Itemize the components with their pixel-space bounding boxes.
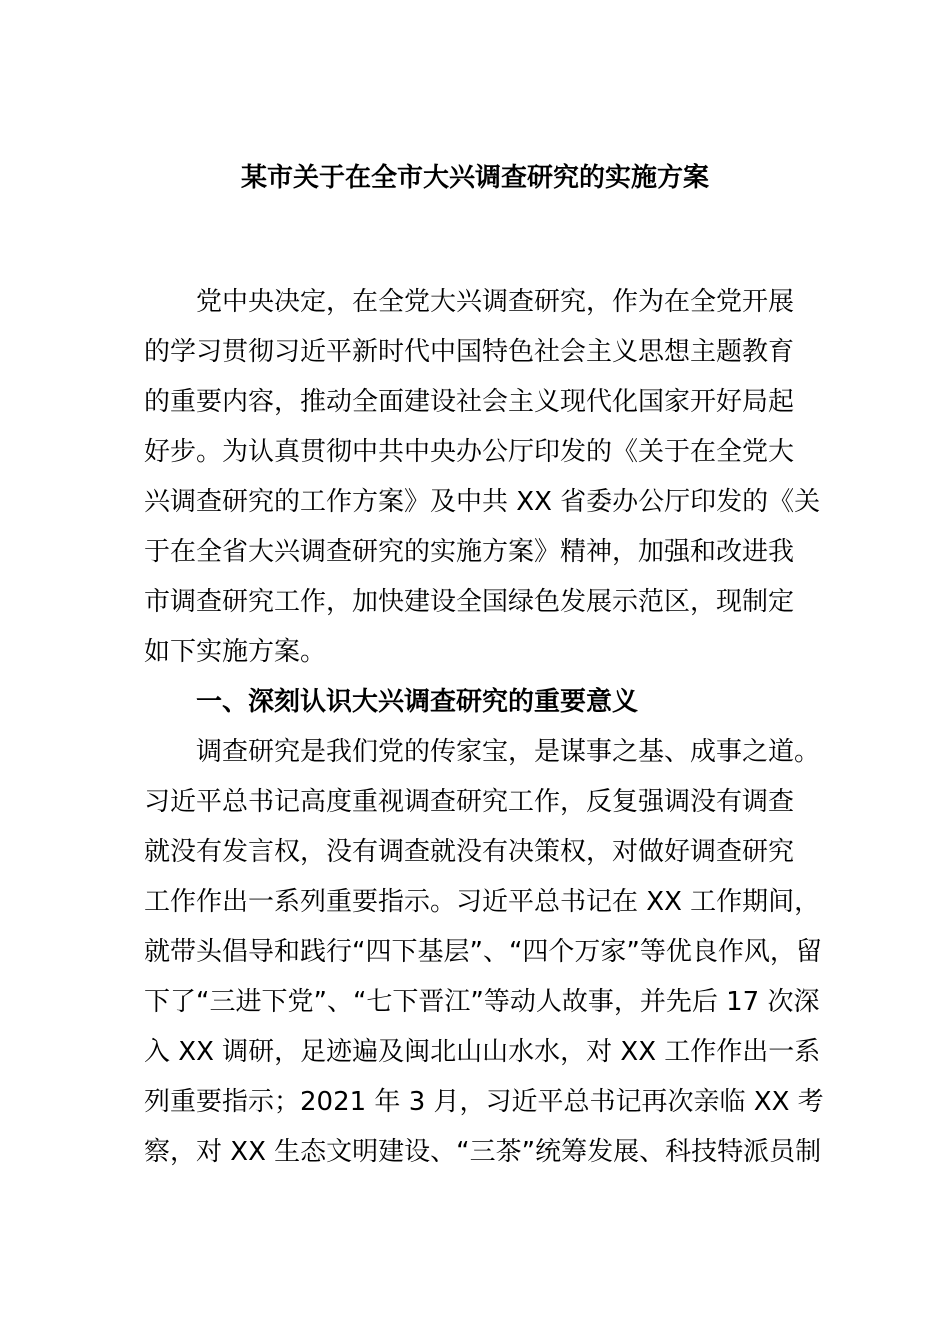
paragraph-line: 兴调查研究的工作方案》及中共 XX 省委办公厅印发的《关 [144,487,821,517]
paragraph-line: 入 XX 调研，足迹遍及闽北山山水水，对 XX 工作作出一系 [144,1037,821,1067]
paragraph-line: 如下实施方案。 [144,637,327,667]
paragraph-line: 调查研究是我们党的传家宝，是谋事之基、成事之道。 [196,737,821,767]
paragraph-line: 市调查研究工作，加快建设全国绿色发展示范区，现制定 [144,587,795,617]
paragraph-line: 的重要内容，推动全面建设社会主义现代化国家开好局起 [144,387,795,417]
section-heading [144,677,814,727]
paragraph-line: 察，对 XX 生态文明建设、“三茶”统筹发展、科技特派员制 [144,1137,822,1167]
document-title: 某市关于在全市大兴调查研究的实施方案 [240,163,709,193]
paragraph-line: 于在全省大兴调查研究的实施方案》精神，加强和改进我 [144,537,795,567]
paragraph-line: 党中央决定，在全党大兴调查研究，作为在全党开展 [196,287,795,317]
paragraph-line: 下了“三进下党”、“七下晋江”等动人故事，并先后 17 次深 [144,987,820,1017]
section-paragraph [144,727,824,1177]
paragraph-line: 就带头倡导和践行“四下基层”、“四个万家”等优良作风，留 [144,937,822,967]
paragraph-line: 列重要指示；2021 年 3 月，习近平总书记再次亲临 XX 考 [144,1087,824,1117]
intro-paragraph [144,277,821,677]
paragraph-line: 好步。为认真贯彻中共中央办公厅印发的《关于在全党大 [144,437,795,467]
paragraph-line: 习近平总书记高度重视调查研究工作，反复强调没有调查 [144,787,795,817]
paragraph-line: 工作作出一系列重要指示。习近平总书记在 XX 工作期间， [144,887,821,917]
paragraph-line: 的学习贯彻习近平新时代中国特色社会主义思想主题教育 [144,337,795,367]
paragraph-line: 就没有发言权，没有调查就没有决策权，对做好调查研究 [144,837,795,867]
section-heading-text: 一、深刻认识大兴调查研究的重要意义 [196,687,639,717]
